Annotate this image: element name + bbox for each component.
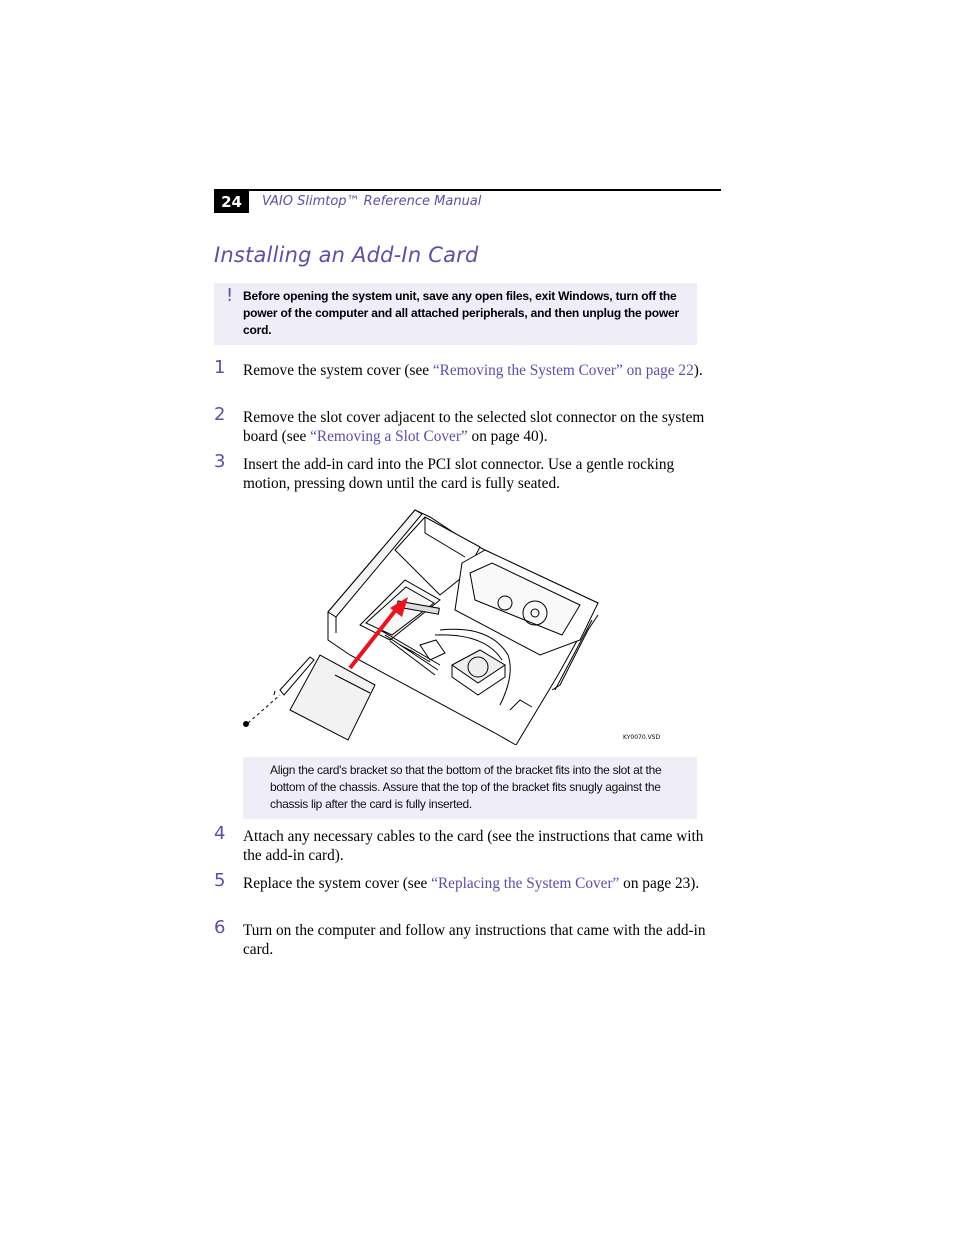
step-text-part: ). xyxy=(693,362,703,379)
xref-link-replacing-system-cover[interactable]: “Replacing the System Cover” xyxy=(431,875,620,892)
figure-caption-box xyxy=(243,757,697,819)
xref-link-removing-system-cover[interactable]: “Removing the System Cover” on page 22 xyxy=(432,362,694,379)
header-rule xyxy=(214,189,721,191)
step-text: Attach any necessary cables to the card (see the instructions that came with the add-in card). xyxy=(243,828,704,864)
step-number: 3 xyxy=(214,451,226,472)
warning-text: Before opening the system unit, save any open files, exit Windows, turn off the power of the computer and all attached peripherals, and then unplug the power cord. xyxy=(243,289,679,337)
step-text xyxy=(243,408,721,446)
step-text xyxy=(243,361,721,380)
step-text-part: Remove the slot cover adjacent to the selected slot connector on the system board (see xyxy=(243,409,705,445)
step-6 xyxy=(214,917,721,959)
xref-link-removing-slot-cover[interactable]: “Removing a Slot Cover” xyxy=(310,428,468,445)
step-text-part: Remove the system cover (see xyxy=(243,362,433,379)
step-number: 2 xyxy=(214,404,226,425)
running-title: VAIO Slimtop™ Reference Manual xyxy=(262,194,482,209)
step-4 xyxy=(214,823,721,865)
warning-box xyxy=(214,283,697,345)
figure-label: KY0070.VSD xyxy=(623,734,661,741)
step-number: 1 xyxy=(214,357,226,378)
step-text: Insert the add-in card into the PCI slot connector. Use a gentle rocking motion, pressing down until the card is fully seated. xyxy=(243,456,675,492)
step-5 xyxy=(214,870,721,893)
add-in-card-installation-illustration xyxy=(240,505,660,745)
step-number: 5 xyxy=(214,870,226,891)
step-text-part: on page 23). xyxy=(619,875,700,892)
exclamation-icon: ! xyxy=(226,285,234,306)
step-1 xyxy=(214,357,721,380)
step-text-part: Replace the system cover (see xyxy=(243,875,432,892)
step-text-part: on page 40). xyxy=(467,428,548,445)
step-number: 6 xyxy=(214,917,226,938)
section-title: Installing an Add-In Card xyxy=(214,243,479,267)
step-text xyxy=(243,874,721,893)
step-text: Turn on the computer and follow any instructions that came with the add-in card. xyxy=(243,922,706,958)
chassis-drawing xyxy=(240,505,660,745)
figure-caption: Align the card's bracket so that the bottom of the bracket fits into the slot at the bottom of the chassis. Assure that the top of the bracket fits snugly against the chassis lip after the card is fully inserted. xyxy=(270,763,662,811)
step-3 xyxy=(214,451,721,493)
step-number: 4 xyxy=(214,823,226,844)
step-2 xyxy=(214,404,721,446)
page-number: 24 xyxy=(214,191,249,213)
